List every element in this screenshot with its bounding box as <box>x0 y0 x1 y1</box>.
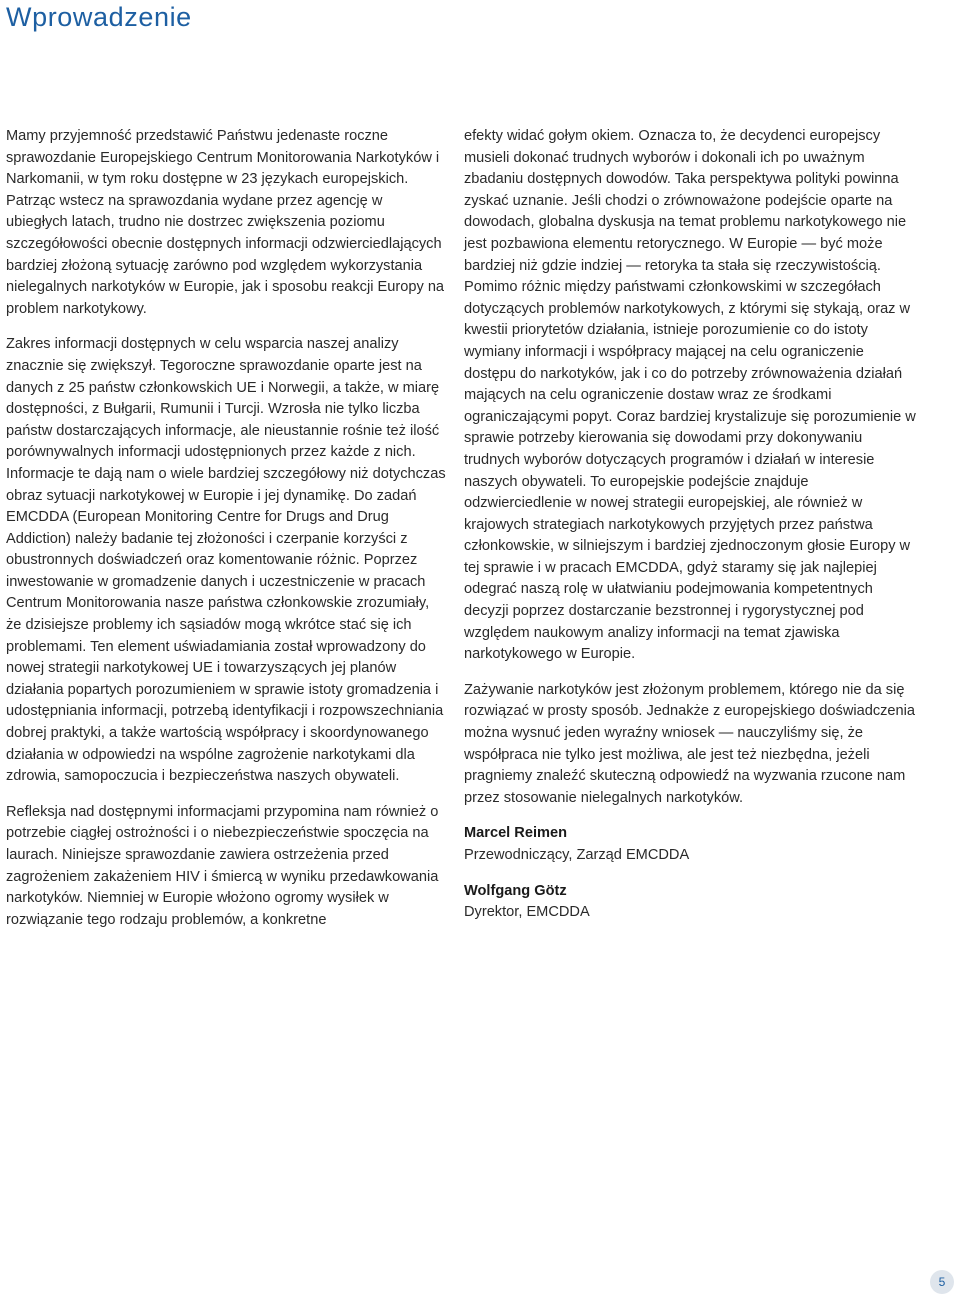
paragraph: Zażywanie narkotyków jest złożonym problemem, którego nie da się rozwiązać w prosty sposób. Jednakże z europejskiego doświadczenia można wysnuć jeden wyraźny wniosek — nauczyliśmy się, że współpraca nie tylko jest możliwa, ale jest też niezbędna, jeżeli pragniemy znaleźć skuteczną odpowiedź na wyzwania rzucone nam przez stosowanie nielegalnych narkotyków. <box>464 681 916 806</box>
paragraph: efekty widać gołym okiem. Oznacza to, że decydenci europejscy musieli dokonać trudnych wyborów i dokonali ich po uważnym zbadaniu dostępnych dowodów. Taka perspektywa polityki powinna zyskać uznanie. Jeśli chodzi o zrównoważone podejście oparte na dowodach, globalna dyskusja na temat problemu narkotykowego nie jest pozbawiona elementu retorycznego. W Europie — być może bardziej niż gdzie indziej — retoryka ta stała się rzeczywistością. Pomimo różnic między państwami członkowskimi w szczegółach dotyczących problemów narkotykowych, z którymi się stykają, oraz w kwestii priorytetów działania, istnieje porozumienie co do istoty wymiany informacji i współpracy mającej na celu ograniczenie dostępu do narkotyków, jak i co do potrzeby zrównoważenia działań mających na celu ograniczenie dostaw wraz ze środkami ograniczającymi popyt. Coraz bardziej krystalizuje się porozumienie w sprawie potrzeby kierowania się dowodami przy dokonywaniu trudnych wyborów dotyczących programów i działań w interesie naszych obywateli. To europejskie podejście znajduje odzwierciedlenie w nowej strategii europejskiej, ale również w krajowych strategiach narkotykowych przyjętych przez państwa członkowskie, w silniejszym i bardziej zjednoczonym głosie Europy w tej sprawie i w pracach EMCDDA, gdyż staramy się jak najlepiej odegrać naszą rolę w ułatwianiu podejmowania kompetentnych decyzji poprzez dostarczanie bezstronnej i rygorystycznej pod względem naukowym analizy informacji na temat zjawiska narkotykowego w Europie. <box>464 128 916 663</box>
signatory-role: Dyrektor, EMCDDA <box>464 904 590 921</box>
signature-block <box>464 881 919 924</box>
paragraph: Refleksja nad dostępnymi informacjami przypomina nam również o potrzebie ciągłej ostrożności i o niebezpieczeństwie spoczęcia na laurach. Niniejsze sprawozdanie zawiera ostrzeżenia przed zagrożeniem zakażeniem HIV i śmiercą w wyniku przedawkowania narkotyków. Niemniej w Europie włożono ogromy wysiłek w rozwiązanie tego rodzaju problemów, a konkretne <box>6 803 439 928</box>
signatory-name: Marcel Reimen <box>464 825 568 842</box>
left-column <box>6 126 446 945</box>
signature-block <box>464 823 919 866</box>
signatory-name: Wolfgang Götz <box>464 882 567 899</box>
right-column <box>464 126 919 938</box>
paragraph: Mamy przyjemność przedstawić Państwu jedenaste roczne sprawozdanie Europejskiego Centrum Monitorowania Narkotyków i Narkomanii, w tym roku dostępne w 23 językach europejskich. Patrząc wstecz na sprawozdania wydane przez agencję w ubiegłych latach, trudno nie dostrzec zwiększenia poziomu szczegółowości obecnie dostępnych informacji odzwierciedlających bardziej złożoną sytuację zarówno pod względem wykorzystania nielegalnych narkotyków w Europie, jak i sposobu reakcji Europy na problem narkotykowy. <box>6 128 445 317</box>
signatory-role: Przewodniczący, Zarząd EMCDDA <box>464 847 690 863</box>
page-number-badge: 5 <box>930 1270 954 1294</box>
page-title: Wprowadzenie <box>6 2 192 32</box>
paragraph: Zakres informacji dostępnych w celu wsparcia naszej analizy znacznie się zwiększył. Tegoroczne sprawozdanie oparte jest na danych z 25 państw członkowskich UE i Norwegii, a także, w miarę dostępności, z Bułgarii, Rumunii i Turcji. Wzrosła nie tylko liczba państw dostarczających informacje, ale nieustannie rośnie też ilość porównywalnych informacji udostępnionych przez każde z nich. Informacje te dają nam o wiele bardziej szczegółowy niż dotychczas obraz sytuacji narkotykowej w Europie i jej dynamikę. Do zadań EMCDDA (European Monitoring Centre for Drugs and Drug Addiction) należy badanie tej złożoności i czerpanie korzyści z obustronnych doświadczeń oraz komentowanie różnic. Poprzez inwestowanie w gromadzenie danych i uczestniczenie w pracach Centrum Monitorowania nasze państwa członkowskie zrozumiały, że dzisiejsze problemy ich sąsiadów mogą wkrótce stać się ich problemami. Ten element uświadamiania został wprowadzony do nowej strategii narkotykowej UE i towarzyszących jej planów działania popartych porozumieniem w sprawie istoty gromadzenia i udostępniania informacji, potrzebą identyfikacji i rozpowszechniania dobrej praktyki, a także wartością współpracy i skoordynowanego działania w odpowiedzi na wspólne zagrożenie narkotykami dla zdrowia, samopoczucia i bezpieczeństwa naszych obywateli. <box>6 336 446 785</box>
